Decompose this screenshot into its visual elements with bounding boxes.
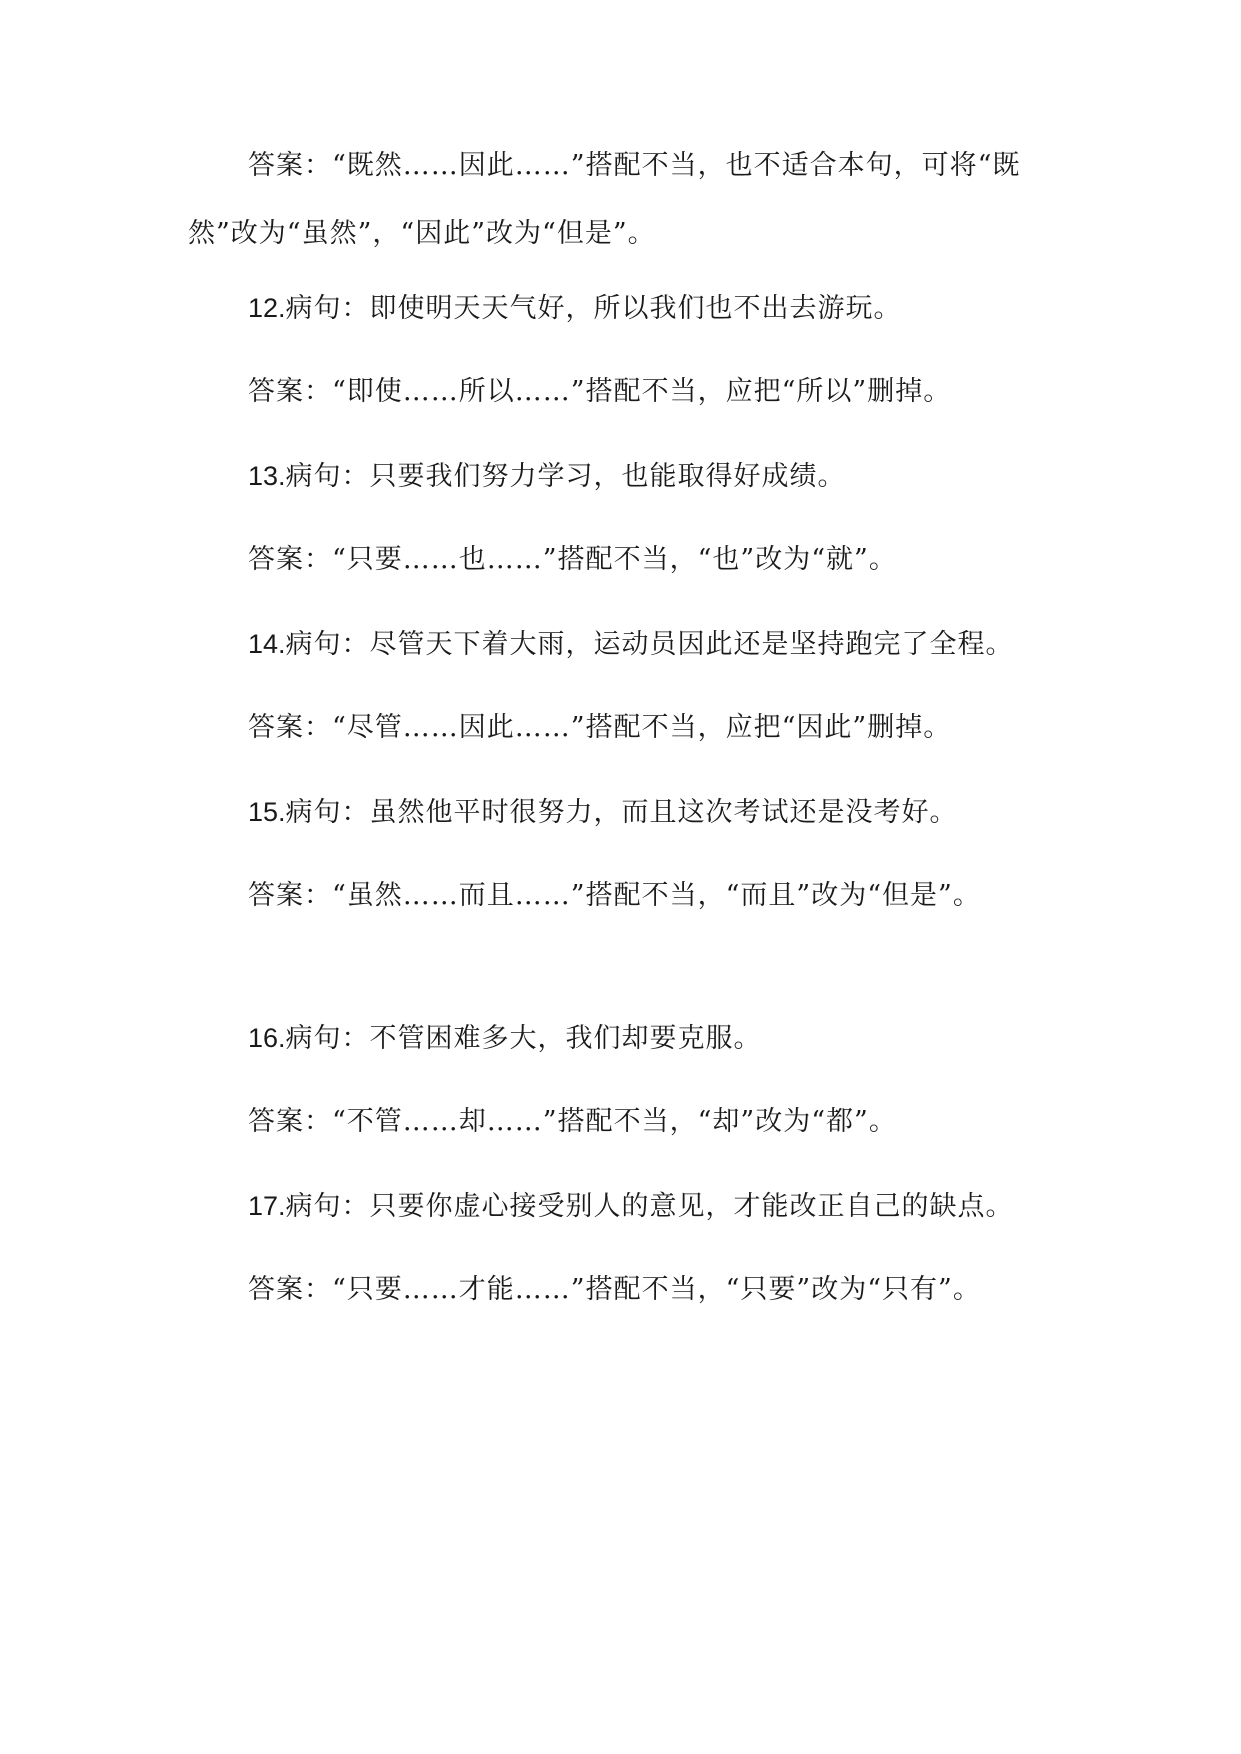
answer-12-paragraph: [188, 358, 1038, 426]
answer-17-paragraph: [188, 1256, 1038, 1324]
answer-16-paragraph: [188, 1088, 1038, 1156]
question-number: 14.: [248, 629, 286, 659]
question-text: 病句：尽管天下着大雨，运动员因此还是坚持跑完了全程。: [285, 629, 1014, 660]
answer-11-paragraph: [188, 132, 1038, 268]
question-15-paragraph: [188, 778, 1038, 847]
answer-14-paragraph: [188, 694, 1038, 762]
answer-13-paragraph: [188, 526, 1038, 594]
question-12-paragraph: [188, 274, 1038, 343]
question-17-paragraph: [188, 1172, 1038, 1241]
answer-text: 答案：“虽然……而且……”搭配不当，“而且”改为“但是”。: [248, 880, 981, 911]
question-number: 15.: [248, 797, 286, 827]
question-number: 16.: [248, 1023, 286, 1053]
question-number: 12.: [248, 293, 286, 323]
question-13-paragraph: [188, 442, 1038, 511]
question-text: 病句：只要你虚心接受别人的意见，才能改正自己的缺点。: [285, 1191, 1014, 1222]
answer-text: 答案：“只要……也……”搭配不当，“也”改为“就”。: [248, 544, 897, 575]
answer-text: 答案：“只要……才能……”搭配不当，“只要”改为“只有”。: [248, 1274, 981, 1305]
answer-text: 答案：“不管……却……”搭配不当，“却”改为“都”。: [248, 1106, 897, 1137]
question-number: 17.: [248, 1191, 286, 1221]
question-text: 病句：不管困难多大，我们却要克服。: [285, 1023, 762, 1054]
answer-text: 答案：“既然……因此……”搭配不当，也不适合本句，可将“既然”改为“虽然”，“因此”改为“但是”。: [188, 150, 1021, 249]
answer-text: 答案：“即使……所以……”搭配不当，应把“所以”删掉。: [248, 376, 952, 407]
question-number: 13.: [248, 461, 286, 491]
answer-text: 答案：“尽管……因此……”搭配不当，应把“因此”删掉。: [248, 712, 952, 743]
answer-15-paragraph: [188, 862, 1038, 930]
question-16-paragraph: [188, 1004, 1038, 1073]
question-14-paragraph: [188, 610, 1038, 679]
question-text: 病句：只要我们努力学习，也能取得好成绩。: [285, 461, 846, 492]
question-text: 病句：虽然他平时很努力，而且这次考试还是没考好。: [285, 797, 958, 828]
question-text: 病句：即使明天天气好，所以我们也不出去游玩。: [285, 293, 902, 324]
